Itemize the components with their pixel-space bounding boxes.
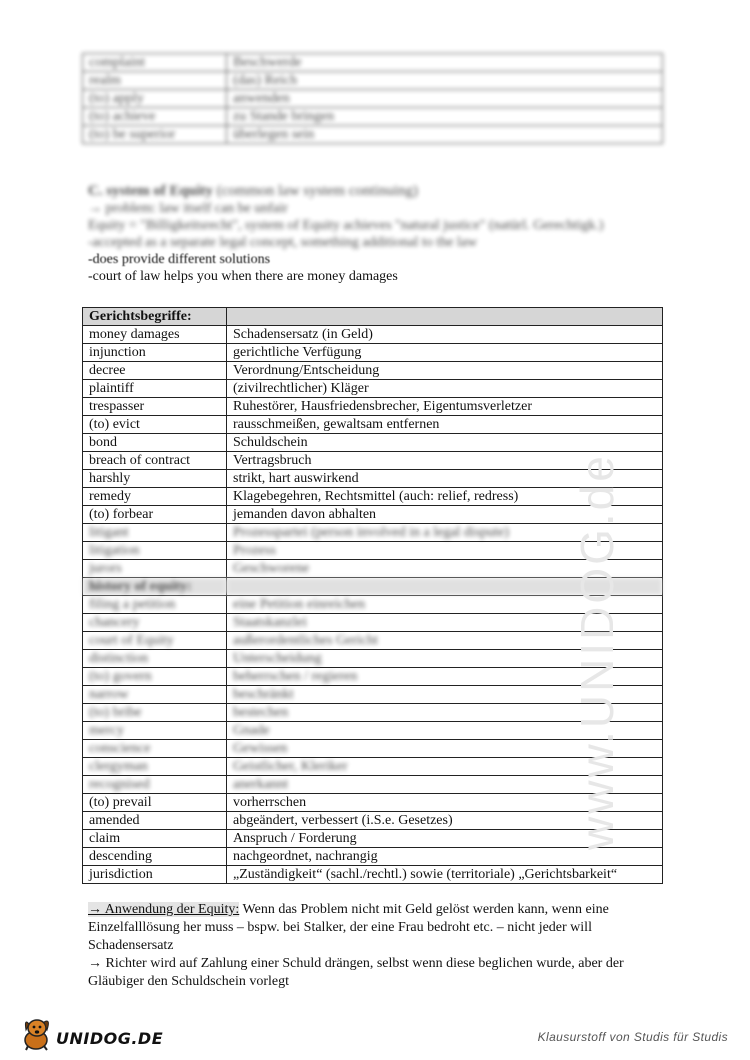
table-row: litigant Prozesspartei (person involved in a legal dispute) [83, 524, 663, 542]
table-subheader-row: history of equity: [83, 578, 663, 596]
table-row: court of Equity außerordentliches Gericht [83, 632, 663, 650]
table-row: litigation Prozess [83, 542, 663, 560]
table-row: (to) apply anwenden [83, 90, 663, 108]
section-line: -does provide different solutions [88, 252, 271, 267]
table-row: realm (das) Reich [83, 72, 663, 90]
table-row: trespasser Ruhestörer, Hausfriedensbrecher, Eigentumsverletzer [83, 398, 663, 416]
table-row: harshly strikt, hart auswirkend [83, 470, 663, 488]
table-row: claim Anspruch / Forderung [83, 830, 663, 848]
unidog-logo [20, 1012, 163, 1052]
table-row: (to) bribe bestechen [83, 704, 663, 722]
footer-tagline: Klausurstoff von Studis für Studis [537, 1030, 728, 1044]
table-row: jurisdiction „Zuständigkeit“ (sachl./rechtl.) sowie (territoriale) „Gerichtsbarkeit“ [83, 866, 663, 884]
dog-icon [20, 1016, 54, 1052]
section-line: → problem: law itself can be unfair [88, 201, 288, 216]
table-row: recognised anerkannt [83, 776, 663, 794]
highlighted-phrase: → Anwendung der Equity: [88, 902, 240, 917]
table-row: descending nachgeordnet, nachrangig [83, 848, 663, 866]
table-row: amended abgeändert, verbessert (i.S.e. Gesetzes) [83, 812, 663, 830]
table-row: remedy Klagebegehren, Rechtsmittel (auch: relief, redress) [83, 488, 663, 506]
section-line: -court of law helps you when there are money damages [88, 269, 398, 284]
table-row: distinction Unterscheidung [83, 650, 663, 668]
watermark: www.UNIDOG.de [571, 453, 623, 850]
table-row: jurors Geschworene [83, 560, 663, 578]
section-line: Equity = "Billigkeitsrecht", system of Equity achieves "natural justice" (natürl. Gerechtigk.) [88, 218, 604, 233]
table-row: breach of contract Vertragsbruch [83, 452, 663, 470]
table-row: (to) achieve zu Stande bringen [83, 108, 663, 126]
table-row: complaint Beschwerde [83, 54, 663, 72]
table-row: decree Verordnung/Entscheidung [83, 362, 663, 380]
table-row: (to) forbear jemanden davon abhalten [83, 506, 663, 524]
table-row: filing a petition eine Petition einreichen [83, 596, 663, 614]
table-row: clergyman Geistlicher, Kleriker [83, 758, 663, 776]
logo-text: UNIDOG.DE [56, 1029, 164, 1048]
top-vocab-table [82, 53, 663, 144]
table-row: conscience Gewissen [83, 740, 663, 758]
table-row: bond Schuldschein [83, 434, 663, 452]
table-row: (to) be superior überlegen sein [83, 126, 663, 144]
note-paragraph: → Anwendung der Equity: Wenn das Problem nicht mit Geld gelöst werden kann, wenn eine Einzelfalllösung her muss – bspw. bei Stalker, der eine Frau bedroht etc. – nicht jeder will Schadensersatz [88, 902, 609, 953]
table-row: chancery Staatskanzlei [83, 614, 663, 632]
note-paragraph: → Richter wird auf Zahlung einer Schuld drängen, selbst wenn diese beglichen wurde, aber der Gläubiger den Schuldschein vorlegt [88, 956, 624, 989]
table-row: (to) evict rausschmeißen, gewaltsam entfernen [83, 416, 663, 434]
table-row: injunction gerichtliche Verfügung [83, 344, 663, 362]
table-row: money damages Schadensersatz (in Geld) [83, 326, 663, 344]
table-row: plaintiff (zivilrechtlicher) Kläger [83, 380, 663, 398]
section-heading: C. system of Equity (common law system continuing) [88, 183, 418, 199]
table-row: mercy Gnade [83, 722, 663, 740]
table-row: (to) govern beherrschen / regieren [83, 668, 663, 686]
notes [88, 901, 668, 991]
table-row: narrow beschränkt [83, 686, 663, 704]
equity-section [88, 183, 688, 285]
table-header-row: Gerichtsbegriffe: [83, 308, 663, 326]
section-line: -accepted as a separate legal concept, something additional to the law [88, 235, 478, 250]
table-row: (to) prevail vorherrschen [83, 794, 663, 812]
